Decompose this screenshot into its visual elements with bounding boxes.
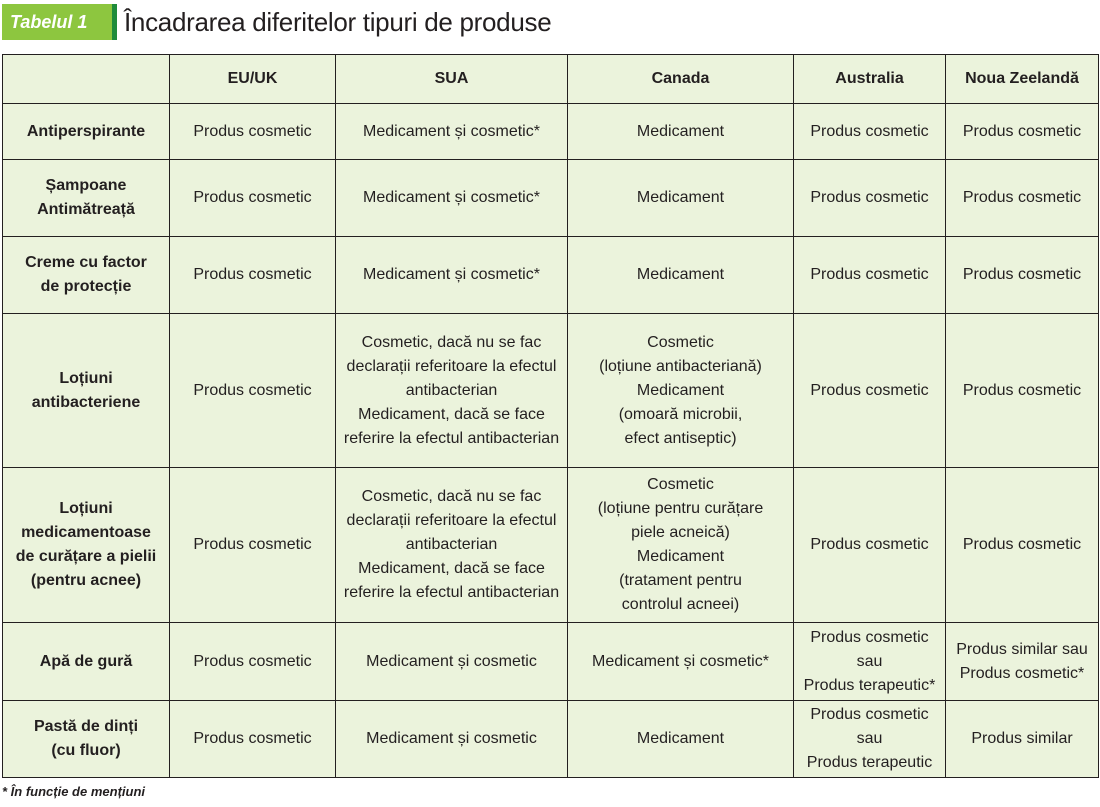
table-cell: Medicament și cosmetic* bbox=[336, 160, 568, 237]
table-cell: Medicament bbox=[568, 104, 794, 160]
product-classification-table bbox=[2, 54, 1099, 778]
row-header: Loțiuni medicamentoase de curățare a pielii (pentru acnee) bbox=[3, 468, 170, 623]
table-row bbox=[3, 160, 1099, 237]
table-cell: Cosmetic, dacă nu se fac declarații referitoare la efectul antibacterian Medicament, dacă se face referire la efectul antibacterian bbox=[336, 314, 568, 468]
column-header: Noua Zeelandă bbox=[946, 55, 1099, 104]
row-header: Apă de gură bbox=[3, 623, 170, 701]
row-header: Loțiuni antibacteriene bbox=[3, 314, 170, 468]
table-header bbox=[0, 0, 1100, 44]
table-cell: Cosmetic, dacă nu se fac declarații referitoare la efectul antibacterian Medicament, dacă se face referire la efectul antibacterian bbox=[336, 468, 568, 623]
table-cell: Produs cosmetic bbox=[946, 468, 1099, 623]
row-header: Șampoane Antimătreață bbox=[3, 160, 170, 237]
table-row bbox=[3, 623, 1099, 701]
table-row bbox=[3, 104, 1099, 160]
table-header-row bbox=[3, 55, 1099, 104]
table-cell: Produs cosmetic bbox=[170, 701, 336, 778]
table-cell: Produs cosmetic bbox=[946, 104, 1099, 160]
table-row bbox=[3, 237, 1099, 314]
table-cell: Medicament și cosmetic* bbox=[568, 623, 794, 701]
table-cell: Produs cosmetic bbox=[946, 237, 1099, 314]
table-cell: Produs cosmetic bbox=[170, 314, 336, 468]
table-cell: Produs cosmetic sau Produs terapeutic* bbox=[794, 623, 946, 701]
table-cell: Medicament și cosmetic* bbox=[336, 104, 568, 160]
table-cell: Produs similar sau Produs cosmetic* bbox=[946, 623, 1099, 701]
badge-accent-bar bbox=[112, 4, 117, 40]
table-cell: Produs cosmetic bbox=[794, 468, 946, 623]
table-row bbox=[3, 314, 1099, 468]
table-cell: Produs cosmetic bbox=[794, 314, 946, 468]
column-header: EU/UK bbox=[170, 55, 336, 104]
column-header: Canada bbox=[568, 55, 794, 104]
table-cell: Produs cosmetic bbox=[170, 237, 336, 314]
row-header: Pastă de dinți (cu fluor) bbox=[3, 701, 170, 778]
table-row bbox=[3, 701, 1099, 778]
column-header: SUA bbox=[336, 55, 568, 104]
table-cell: Produs cosmetic bbox=[170, 160, 336, 237]
table-cell: Produs cosmetic bbox=[946, 314, 1099, 468]
table-cell: Produs cosmetic bbox=[794, 104, 946, 160]
column-header: Australia bbox=[794, 55, 946, 104]
row-header: Creme cu factor de protecție bbox=[3, 237, 170, 314]
table-cell: Produs cosmetic bbox=[794, 237, 946, 314]
table-number-badge: Tabelul 1 bbox=[2, 4, 112, 40]
table-cell: Produs cosmetic bbox=[794, 160, 946, 237]
table-title: Încadrarea diferitelor tipuri de produse bbox=[124, 7, 552, 37]
table-cell: Medicament bbox=[568, 160, 794, 237]
table-row bbox=[3, 468, 1099, 623]
footnote: * În funcție de mențiuni bbox=[2, 784, 146, 799]
table-cell: Medicament și cosmetic* bbox=[336, 237, 568, 314]
table-cell: Medicament bbox=[568, 701, 794, 778]
table-cell: Medicament și cosmetic bbox=[336, 623, 568, 701]
table-cell: Produs cosmetic bbox=[170, 104, 336, 160]
table-cell: Produs cosmetic bbox=[170, 623, 336, 701]
table-cell: Produs cosmetic bbox=[946, 160, 1099, 237]
table-cell: Produs cosmetic sau Produs terapeutic bbox=[794, 701, 946, 778]
table-cell: Medicament și cosmetic bbox=[336, 701, 568, 778]
table-cell: Produs cosmetic bbox=[170, 468, 336, 623]
table-cell: Cosmetic (loțiune antibacteriană) Medicament (omoară microbii, efect antiseptic) bbox=[568, 314, 794, 468]
row-header: Antiperspirante bbox=[3, 104, 170, 160]
table-cell: Produs similar bbox=[946, 701, 1099, 778]
table-cell: Medicament bbox=[568, 237, 794, 314]
column-header-corner bbox=[3, 55, 170, 104]
table-cell: Cosmetic (loțiune pentru curățare piele acneică) Medicament (tratament pentru controlul acneei) bbox=[568, 468, 794, 623]
